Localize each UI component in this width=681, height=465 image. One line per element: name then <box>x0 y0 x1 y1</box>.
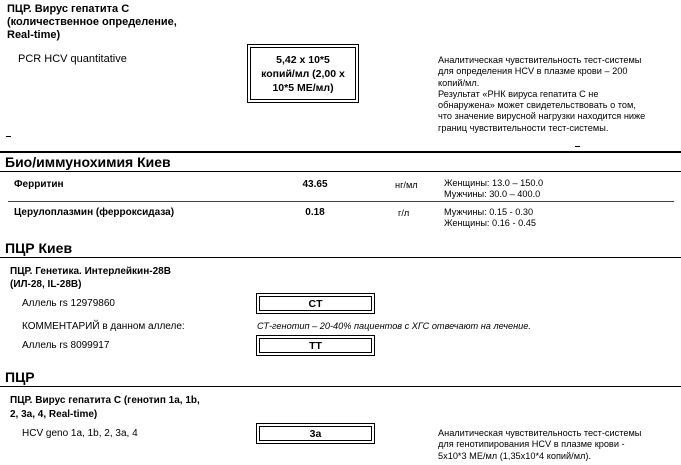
ferritin-unit: нг/мл <box>395 180 418 190</box>
ceruloplasmin-name: Церулоплазмин (ферроксидаза) <box>14 207 175 218</box>
ref-line: Мужчины: 0.15 - 0.30 <box>444 207 534 217</box>
pcr-result-box <box>256 423 375 444</box>
header-line: ПЦР. Вирус гепатита С (генотип 1a, 1b, <box>10 395 200 406</box>
hcv-quant-result-line: копий/мл (2,00 х <box>261 67 345 80</box>
section-title-underline <box>0 257 681 258</box>
section-divider <box>0 151 681 153</box>
note-line: копий/мл. <box>438 77 480 88</box>
hcv-quant-test-name: PCR HCV quantitative <box>18 53 127 65</box>
header-line: (ИЛ-28, IL-28B) <box>10 279 82 290</box>
hcv-quant-result-line: 5,42 х 10*5 <box>276 53 330 66</box>
ceruloplasmin-ref <box>444 207 536 230</box>
header-line: ПЦР. Генетика. Интерлейкин-28В <box>10 266 171 277</box>
ref-line: Женщины: 0.16 - 0.45 <box>444 218 536 229</box>
ref-line: Мужчины: 30.0 – 400.0 <box>444 189 541 200</box>
pcr-header <box>10 394 200 421</box>
dash-mark <box>6 136 11 137</box>
header-line: 2, 3a, 4, Real-time) <box>10 408 98 420</box>
allele1-result: CT <box>259 296 372 311</box>
ferritin-ref <box>444 178 543 201</box>
pcr-kiev-title: ПЦР Киев <box>5 240 73 256</box>
allele1-result-box <box>256 293 375 314</box>
ferritin-value: 43.65 <box>302 179 328 190</box>
comment-text: СТ-генотип – 20-40% пациентов с ХГС отвечают на лечение. <box>257 321 531 331</box>
hcv-quant-note <box>438 55 645 134</box>
hcv-quant-header-line: Real-time) <box>7 29 61 41</box>
note-line: границ чувствительности тест-системы. <box>438 122 609 133</box>
note-line: 5x10*3 МЕ/мл (1,35x10*4 копий/мл). <box>438 450 592 461</box>
note-line: для определения HCV в плазме крови – 200 <box>438 66 628 77</box>
hcv-quant-header <box>7 3 177 42</box>
note-line: обнаружена» может свидетельствовать о том, <box>438 100 636 111</box>
note-line: для генотипирования HCV в плазме крови - <box>438 439 625 450</box>
ref-line: Женщины: 13.0 – 150.0 <box>444 178 544 188</box>
note-line: Аналитическая чувствительность тест-системы <box>438 55 642 65</box>
pcr-title: ПЦР <box>5 369 35 385</box>
dash-mark <box>575 146 580 147</box>
hcv-quant-result-line: 10*5 МЕ/мл) <box>272 81 334 94</box>
note-line: что значение вирусной нагрузки находится ниже <box>438 111 646 122</box>
allele2-result-box <box>256 335 375 356</box>
section-title-underline <box>0 386 681 387</box>
ceruloplasmin-unit: г/л <box>398 208 410 218</box>
allele2-label: Аллель rs 8099917 <box>22 340 110 351</box>
ferritin-name: Ферритин <box>14 179 64 190</box>
pcr-result: 3a <box>259 426 372 441</box>
note-line: Аналитическая чувствительность тест-системы <box>438 428 642 438</box>
bio-section-title: Био/иммунохимия Киев <box>5 154 171 170</box>
comment-label: КОММЕНТАРИЙ в данном аллеле: <box>22 321 185 332</box>
hcv-quant-header-line: ПЦР. Вирус гепатита С <box>7 3 130 15</box>
hcv-quant-result <box>250 47 356 100</box>
pcr-kiev-header <box>10 265 171 291</box>
section-title-underline <box>0 171 681 172</box>
hcv-quant-header-line: (количественное определение, <box>7 16 177 28</box>
note-line: Результат «РНК вируса гепатита С не <box>438 88 599 99</box>
row-divider <box>8 201 674 202</box>
hcv-quant-result-box <box>247 44 359 103</box>
pcr-note <box>438 428 641 462</box>
pcr-test-name: HCV geno 1a, 1b, 2, 3a, 4 <box>22 428 138 439</box>
allele1-label: Аллель rs 12979860 <box>22 298 115 309</box>
allele2-result: TT <box>259 338 372 353</box>
ceruloplasmin-value: 0.18 <box>305 207 325 218</box>
